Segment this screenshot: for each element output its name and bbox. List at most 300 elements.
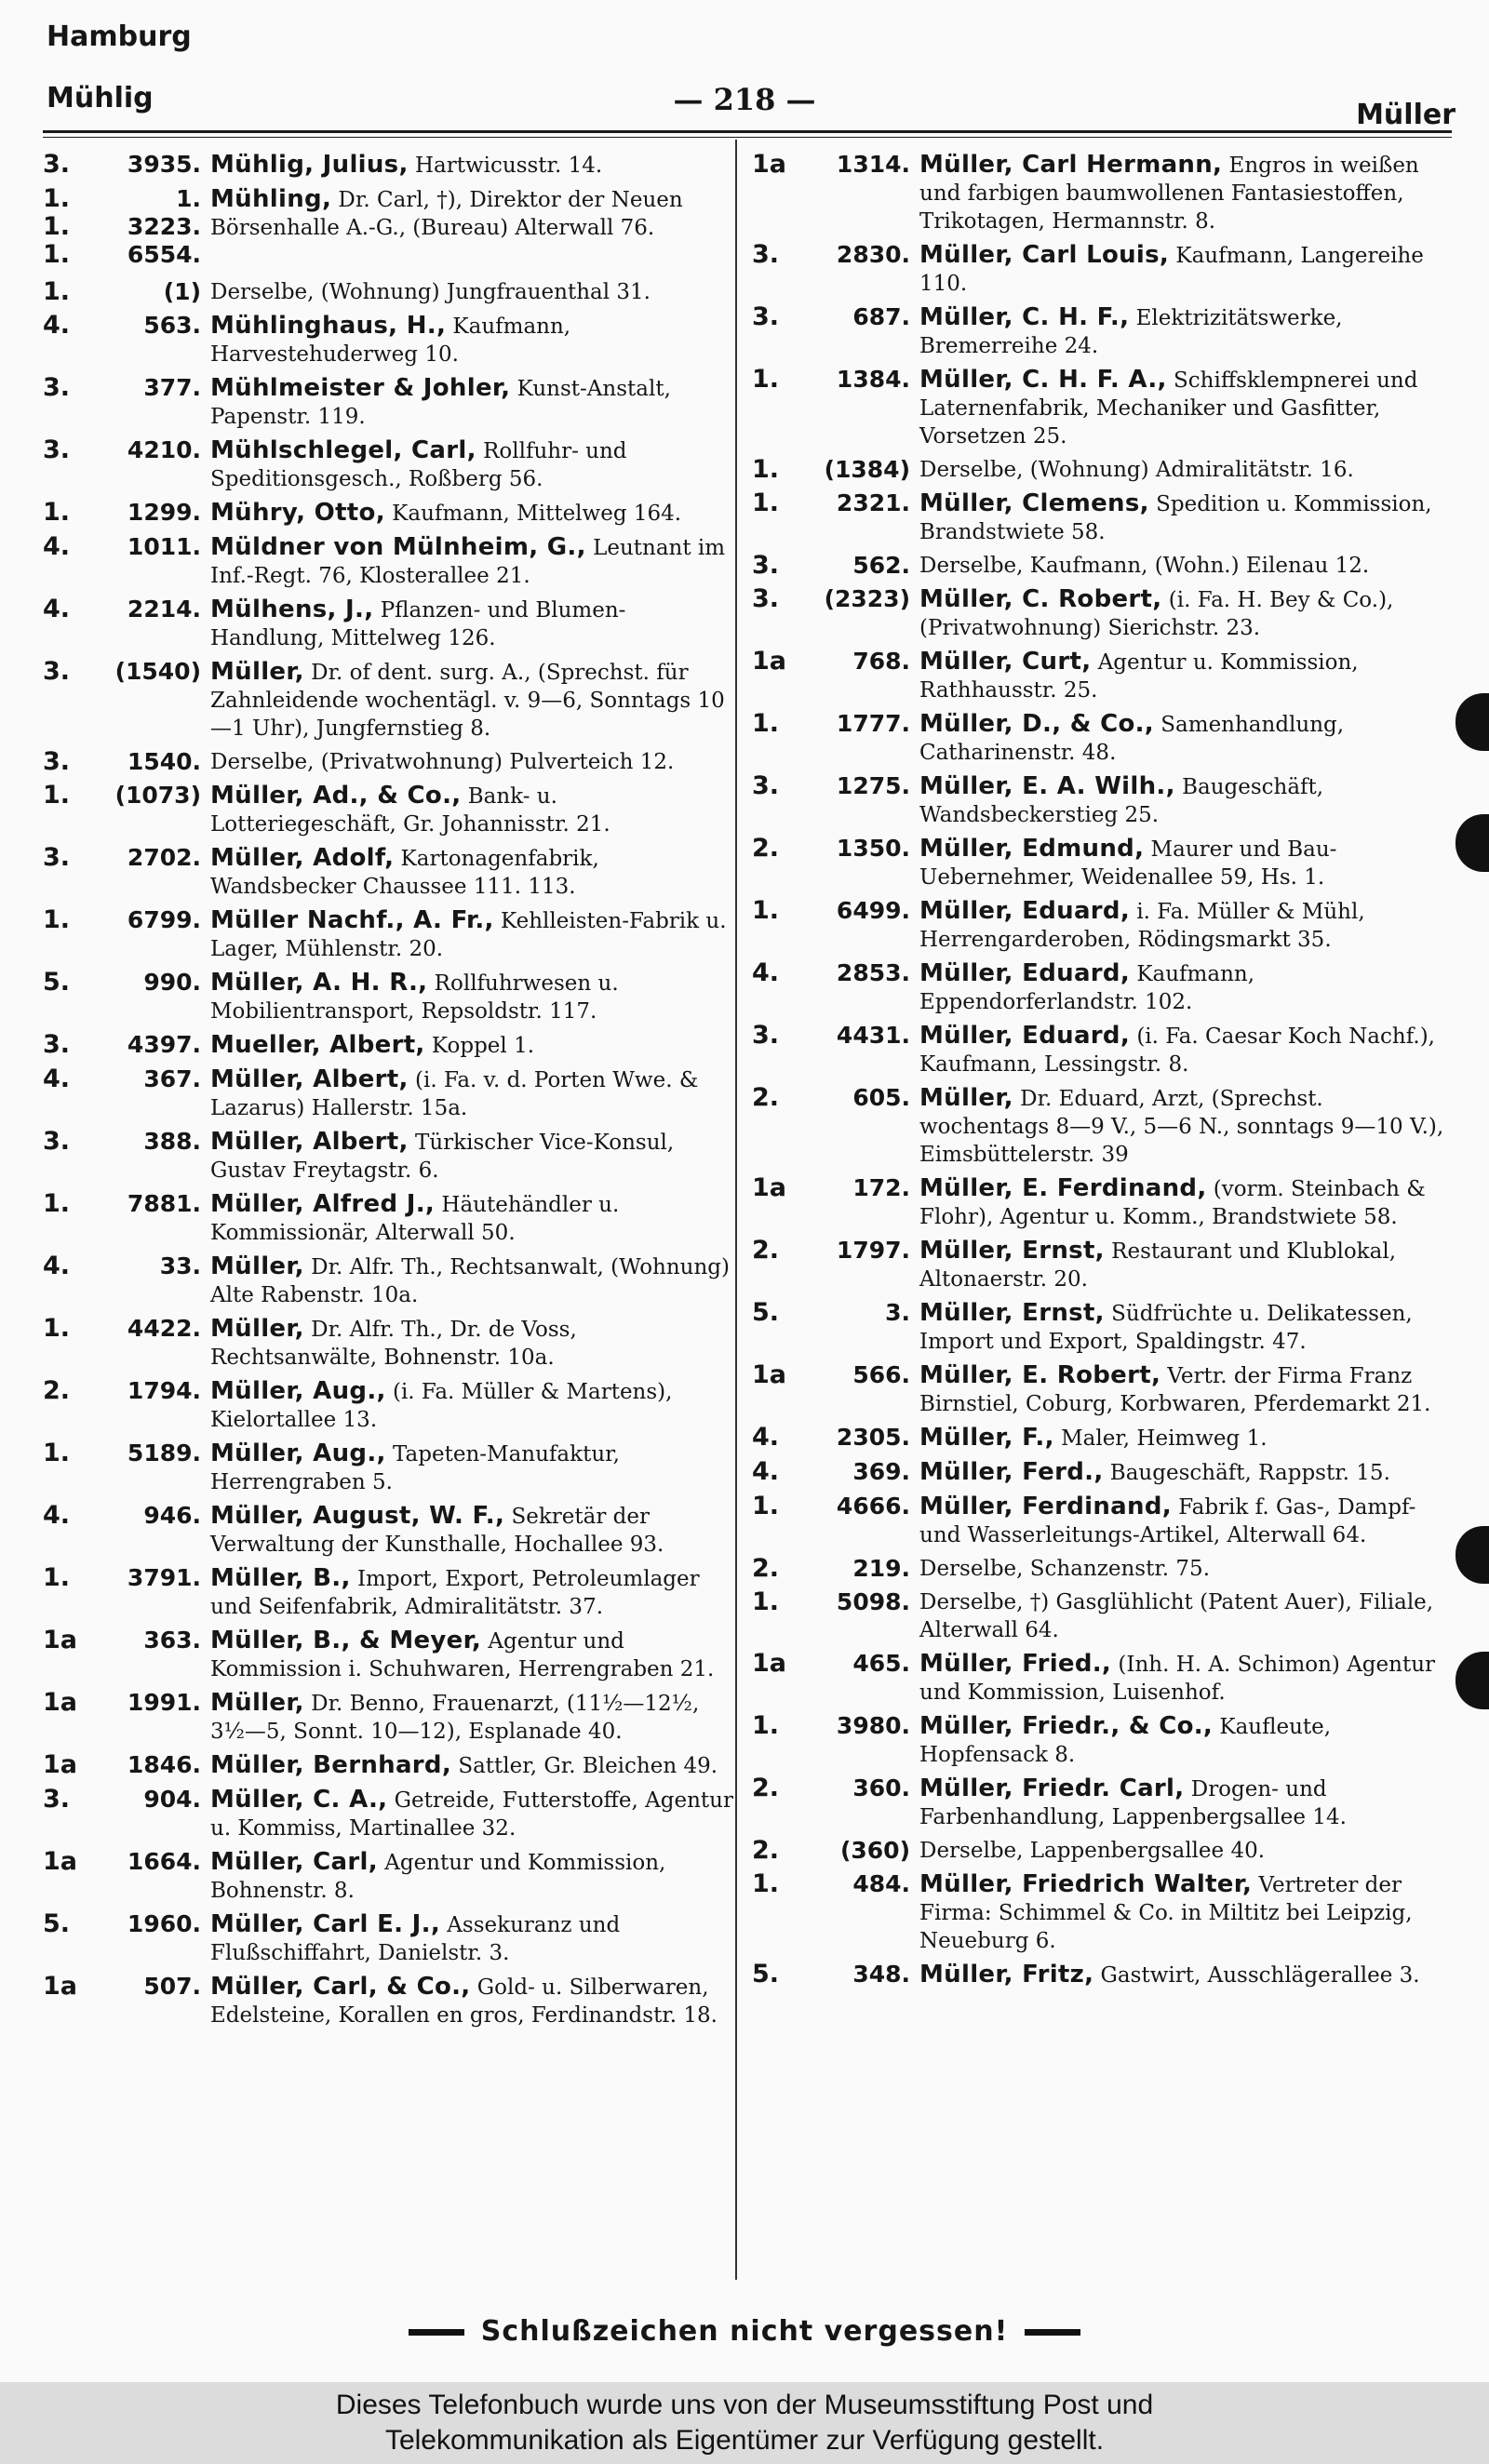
phone-number: 369. bbox=[852, 1458, 910, 1485]
directory-entry bbox=[752, 1424, 1454, 1453]
directory-entry bbox=[752, 552, 1454, 580]
directory-entry bbox=[43, 1315, 733, 1372]
entry-name: Müller, Friedr. Carl, bbox=[919, 1774, 1185, 1802]
entry-details: Dr. of dent. surg. A., (Sprechst. für Zahnleidende wochentägl. v. 9—6, Sonntags 10—1 Uhr), Jungfernstieg 8. bbox=[210, 661, 725, 741]
directory-entry bbox=[43, 1848, 733, 1905]
directory-entry bbox=[752, 1774, 1454, 1831]
exchange-code: 3. bbox=[752, 240, 780, 269]
entry-details: Drogen- und Farbenhandlung, Lappenbergsallee 14. bbox=[919, 1777, 1347, 1829]
exchange-code: 2. bbox=[752, 1836, 780, 1865]
entry-details: Schiffsklempnerei und Laternenfabrik, Mechaniker und Gasfitter, Vorsetzen 25. bbox=[919, 368, 1418, 449]
entry-text bbox=[919, 959, 1454, 1016]
phone-number: 1664. bbox=[127, 1848, 201, 1875]
phone-number: 4431. bbox=[836, 1022, 910, 1049]
entry-text bbox=[210, 151, 733, 180]
entry-text bbox=[210, 969, 733, 1025]
entry-details: Agentur u. Kommission, Rathhausstr. 25. bbox=[919, 650, 1359, 703]
column-divider bbox=[735, 140, 737, 2280]
left-column bbox=[43, 151, 733, 2035]
phone-number: 1350. bbox=[836, 835, 910, 862]
phone-number: (1384) bbox=[824, 456, 910, 483]
directory-entry bbox=[43, 1973, 733, 2029]
exchange-code: 1a bbox=[43, 1972, 78, 2001]
directory-entry bbox=[43, 1502, 733, 1559]
phone-number: 946. bbox=[143, 1502, 201, 1529]
entry-text bbox=[210, 1377, 733, 1434]
phone-number: 4666. bbox=[836, 1493, 910, 1520]
entry-text bbox=[919, 1870, 1454, 1955]
phone-number: 1960. bbox=[127, 1910, 201, 1937]
page-number: — 218 — bbox=[673, 82, 816, 117]
phone-number: 1384. bbox=[836, 366, 910, 393]
directory-entry bbox=[752, 1555, 1454, 1583]
phone-number: (2323) bbox=[824, 585, 910, 612]
exchange-code: 3. bbox=[43, 373, 71, 402]
exchange-code: 5. bbox=[43, 1909, 71, 1938]
entry-name: Müller Nachf., A. Fr., bbox=[210, 906, 494, 934]
entry-text bbox=[919, 1299, 1454, 1356]
phone-number: 2321. bbox=[836, 489, 910, 516]
directory-entry bbox=[752, 489, 1454, 546]
phone-number: (360) bbox=[839, 1837, 910, 1864]
entry-name: Müller, Carl Louis, bbox=[919, 241, 1170, 269]
ink-blot bbox=[1455, 1526, 1489, 1584]
phone-number: 3980. bbox=[836, 1712, 910, 1739]
exchange-code: 3. bbox=[43, 1785, 71, 1814]
phone-number: 1797. bbox=[836, 1237, 910, 1264]
directory-entry bbox=[752, 1237, 1454, 1293]
entry-details: Kehlleisten-Fabrik u. Lager, Mühlenstr. 20. bbox=[210, 909, 727, 961]
phone-number: 7881. bbox=[127, 1190, 201, 1217]
phone-number: 768. bbox=[852, 648, 910, 675]
entry-details: Restaurant und Klublokal, Altonaerstr. 20. bbox=[919, 1239, 1396, 1292]
entry-details: Gold- u. Silberwaren, Edelsteine, Korallen en gros, Ferdinandstr. 18. bbox=[210, 1975, 718, 2028]
entry-text bbox=[210, 1848, 733, 1905]
footer-bar-left bbox=[409, 2329, 464, 2336]
directory-entry bbox=[752, 772, 1454, 829]
entry-details: Agentur und Kommission, Bohnenstr. 8. bbox=[210, 1851, 666, 1903]
entry-details: Kaufmann, Harvestehuderweg 10. bbox=[210, 315, 571, 367]
directory-entry bbox=[43, 782, 733, 838]
directory-entry bbox=[752, 1961, 1454, 1989]
exchange-code: 1. bbox=[43, 1314, 71, 1343]
phone-number: 1540. bbox=[127, 748, 201, 775]
exchange-code: 3. bbox=[752, 771, 780, 800]
entry-name: Müller, bbox=[210, 1315, 304, 1343]
directory-entry bbox=[43, 596, 733, 652]
exchange-code: 1. bbox=[43, 1563, 71, 1592]
exchange-code: 4. bbox=[43, 311, 71, 340]
exchange-code: 4. bbox=[752, 1457, 780, 1486]
phone-number: 484. bbox=[852, 1870, 910, 1897]
credit-banner bbox=[0, 2382, 1489, 2464]
entry-name: Müller, bbox=[210, 1252, 304, 1280]
phone-number: 687. bbox=[852, 303, 910, 330]
entry-text bbox=[919, 552, 1454, 580]
entry-details: Kaufmann, Eppendorferlandstr. 102. bbox=[919, 962, 1255, 1014]
exchange-code: 1. bbox=[43, 277, 71, 306]
entry-name: Müller, Bernhard, bbox=[210, 1751, 452, 1779]
entry-name: Müller, bbox=[919, 1084, 1013, 1112]
directory-entry bbox=[752, 1022, 1454, 1078]
entry-name: Müller, Carl Hermann, bbox=[919, 151, 1223, 179]
entry-name: Müller, E. Robert, bbox=[919, 1361, 1161, 1389]
entry-text bbox=[919, 1837, 1454, 1865]
entry-name: Müller, C. H. F. A., bbox=[919, 366, 1167, 394]
exchange-code: 3. bbox=[43, 1127, 71, 1156]
entry-text bbox=[210, 1627, 733, 1683]
entry-name: Müller, Friedr., & Co., bbox=[919, 1712, 1214, 1740]
entry-details: Agentur und Kommission i. Schuhwaren, Herrengraben 21. bbox=[210, 1629, 715, 1681]
exchange-code: 1. bbox=[752, 489, 780, 517]
exchange-code: 4. bbox=[43, 1252, 71, 1280]
directory-entry bbox=[43, 436, 733, 493]
directory-entry bbox=[43, 533, 733, 590]
directory-entry bbox=[43, 278, 733, 306]
entry-text bbox=[210, 596, 733, 652]
entry-text bbox=[919, 897, 1454, 954]
entry-details: Dr. Eduard, Arzt, (Sprechst. wochentags 8—9 V., 5—6 N., sonntags 9—10 V.), Eimsbüttelerstr. 39 bbox=[919, 1087, 1444, 1167]
phone-number: 605. bbox=[852, 1084, 910, 1111]
entry-text bbox=[210, 374, 733, 431]
entry-details: Kaufmann, Mittelweg 164. bbox=[384, 502, 682, 526]
entry-text bbox=[210, 844, 733, 901]
entry-text bbox=[210, 1031, 733, 1060]
entry-details: Gastwirt, Ausschlägerallee 3. bbox=[1093, 1963, 1420, 1988]
entry-text bbox=[919, 1712, 1454, 1769]
phone-number: 2702. bbox=[127, 844, 201, 871]
directory-entry bbox=[43, 1689, 733, 1746]
directory-entry bbox=[43, 1128, 733, 1185]
entry-text bbox=[919, 1458, 1454, 1487]
exchange-code: 3. bbox=[752, 302, 780, 331]
entry-name: Müller, Eduard, bbox=[919, 897, 1131, 925]
exchange-code: 5. bbox=[43, 968, 71, 997]
exchange-code: 1a bbox=[43, 1688, 78, 1717]
phone-number: 377. bbox=[143, 374, 201, 401]
directory-entry bbox=[752, 456, 1454, 484]
entry-text bbox=[210, 1252, 733, 1309]
entry-text bbox=[919, 489, 1454, 546]
phone-number: 1299. bbox=[127, 499, 201, 526]
directory-entry bbox=[43, 499, 733, 528]
entry-text bbox=[210, 1689, 733, 1746]
exchange-code: 1. bbox=[752, 1711, 780, 1740]
phone-number: 348. bbox=[852, 1961, 910, 1988]
phone-number: 5098. bbox=[836, 1588, 910, 1615]
entry-name: Müller, Carl E. J., bbox=[210, 1910, 440, 1938]
entry-details: Sattler, Gr. Bleichen 49. bbox=[451, 1754, 718, 1778]
entry-details: Samenhandlung, Catharinenstr. 48. bbox=[919, 713, 1345, 765]
entry-text bbox=[210, 1065, 733, 1122]
phone-number: (1073) bbox=[114, 782, 201, 809]
phone-number: 3. bbox=[885, 1299, 910, 1326]
directory-entry bbox=[43, 1190, 733, 1247]
directory-entry bbox=[43, 312, 733, 368]
entry-text bbox=[919, 710, 1454, 767]
directory-entry bbox=[43, 1910, 733, 1967]
phone-number: 1275. bbox=[836, 772, 910, 799]
phone-number: 33. bbox=[159, 1252, 201, 1279]
entry-name: Müller, Ferd., bbox=[919, 1458, 1104, 1486]
entry-text bbox=[919, 1588, 1454, 1644]
entry-details: (i. Fa. H. Bey & Co.), (Privatwohnung) Sierichstr. 23. bbox=[919, 588, 1394, 640]
entry-details: (vorm. Steinbach & Flohr), Agentur u. Komm., Brandstwiete 58. bbox=[919, 1177, 1426, 1229]
entry-details: Sekretär der Verwaltung der Kunsthalle, Hochallee 93. bbox=[210, 1505, 664, 1557]
phone-number: 1011. bbox=[127, 533, 201, 560]
directory-entry bbox=[752, 1650, 1454, 1707]
entry-name: Mühlig, Julius, bbox=[210, 151, 409, 179]
directory-entry bbox=[752, 897, 1454, 954]
entry-name: Müller, Fritz, bbox=[919, 1961, 1094, 1989]
phone-number: 4210. bbox=[127, 436, 201, 463]
entry-details: Kaufleute, Hopfensack 8. bbox=[919, 1715, 1332, 1767]
phone-number: 172. bbox=[852, 1174, 910, 1201]
directory-entry bbox=[752, 241, 1454, 298]
entry-name: Müller, Albert, bbox=[210, 1128, 409, 1156]
directory-entry bbox=[43, 844, 733, 901]
directory-entry bbox=[43, 1440, 733, 1496]
entry-text bbox=[210, 278, 733, 306]
entry-text bbox=[919, 1555, 1454, 1583]
entry-name: Müller, Ferdinand, bbox=[919, 1493, 1172, 1520]
exchange-code: 1a bbox=[43, 1750, 78, 1779]
entry-text bbox=[919, 1650, 1454, 1707]
entry-name: Müller, E. A. Wilh., bbox=[919, 772, 1175, 800]
entry-name: Müller, Ernst, bbox=[919, 1299, 1105, 1327]
entry-name: Müller, Friedrich Walter, bbox=[919, 1870, 1253, 1898]
entry-details: Derselbe, (Privatwohnung) Pulverteich 12. bbox=[210, 750, 675, 774]
entry-name: Mühry, Otto, bbox=[210, 499, 385, 527]
entry-name: Müller, B., bbox=[210, 1564, 351, 1592]
directory-entry bbox=[43, 1377, 733, 1434]
entry-name: Müller, Eduard, bbox=[919, 959, 1131, 987]
entry-text bbox=[919, 241, 1454, 298]
entry-name: Mühlinghaus, H., bbox=[210, 312, 447, 340]
phone-number: 990. bbox=[143, 969, 201, 996]
entry-text bbox=[919, 366, 1454, 450]
entry-details: (i. Fa. v. d. Porten Wwe. & Lazarus) Hallerstr. 15a. bbox=[210, 1068, 699, 1120]
directory-entry bbox=[43, 1252, 733, 1309]
exchange-code: 3. bbox=[752, 584, 780, 613]
entry-name: Mühling, bbox=[210, 185, 332, 213]
exchange-code: 5. bbox=[752, 1960, 780, 1989]
entry-name: Müller, C. H. F., bbox=[919, 303, 1130, 331]
header-first-entry: Mühlig bbox=[47, 82, 154, 114]
exchange-code: 3. bbox=[43, 657, 71, 686]
entry-name: Müller, Clemens, bbox=[919, 489, 1149, 517]
entry-details: Tapeten-Manufaktur, Herrengraben 5. bbox=[210, 1442, 620, 1494]
exchange-code: 1a bbox=[752, 1360, 787, 1389]
entry-details: Rollfuhr- und Speditionsgesch., Roßberg 56. bbox=[210, 439, 627, 491]
directory-entry bbox=[43, 1751, 733, 1780]
exchange-code: 1. bbox=[43, 781, 71, 810]
entry-details: Kaufmann, Langereihe 110. bbox=[919, 244, 1424, 296]
phone-number: 219. bbox=[852, 1555, 910, 1582]
entry-text bbox=[210, 1502, 733, 1559]
directory-entry bbox=[43, 906, 733, 963]
ink-blot bbox=[1455, 1652, 1489, 1709]
entry-text bbox=[210, 748, 733, 776]
entry-name: Müldner von Mülnheim, G., bbox=[210, 533, 586, 561]
directory-entry bbox=[43, 658, 733, 743]
exchange-code: 3. bbox=[43, 747, 71, 776]
entry-name: Müller, Eduard, bbox=[919, 1022, 1131, 1050]
right-column bbox=[752, 151, 1454, 1995]
entry-name: Müller, C. Robert, bbox=[919, 585, 1162, 613]
entry-name: Müller, Ad., & Co., bbox=[210, 782, 462, 810]
entry-text bbox=[919, 1424, 1454, 1453]
header-rule bbox=[43, 130, 1452, 133]
exchange-code: 3. bbox=[43, 435, 71, 464]
entry-name: Müller, August, W. F., bbox=[210, 1502, 505, 1530]
phone-number: 3791. bbox=[127, 1564, 201, 1591]
exchange-code: 4. bbox=[43, 1501, 71, 1530]
entry-details: Maler, Heimweg 1. bbox=[1053, 1426, 1268, 1451]
exchange-code: 2. bbox=[752, 1774, 780, 1802]
phone-number: (1) bbox=[163, 278, 201, 305]
directory-entry bbox=[752, 1084, 1454, 1169]
entry-details: Türkischer Vice-Konsul, Gustav Freytagstr. 6. bbox=[210, 1131, 675, 1183]
entry-name: Müller, E. Ferdinand, bbox=[919, 1174, 1207, 1202]
exchange-code: 1a bbox=[43, 1626, 78, 1654]
directory-entry bbox=[752, 1299, 1454, 1356]
entry-name: Müller, Fried., bbox=[919, 1650, 1112, 1678]
exchange-code: 4. bbox=[43, 1065, 71, 1093]
entry-text bbox=[210, 1910, 733, 1967]
entry-details: Vertreter der Firma: Schimmel & Co. in Miltitz bei Leipzig, Neueburg 6. bbox=[919, 1873, 1413, 1953]
entry-name: Müller, Adolf, bbox=[210, 844, 395, 872]
ink-blot bbox=[1455, 814, 1489, 872]
entry-text bbox=[919, 456, 1454, 484]
entry-text bbox=[210, 1973, 733, 2029]
entry-name: Müller, F., bbox=[919, 1424, 1054, 1452]
phone-number: 1991. bbox=[127, 1689, 201, 1716]
directory-entry bbox=[752, 585, 1454, 642]
entry-text bbox=[210, 1751, 733, 1780]
phone-number: 367. bbox=[143, 1065, 201, 1092]
exchange-code: 2. bbox=[752, 1236, 780, 1265]
entry-details: Baugeschäft, Rappstr. 15. bbox=[1103, 1461, 1390, 1485]
entry-details: (i. Fa. Caesar Koch Nachf.), Kaufmann, Lessingstr. 8. bbox=[919, 1024, 1435, 1077]
directory-entry bbox=[43, 374, 733, 431]
entry-name: Müller, A. H. R., bbox=[210, 969, 428, 997]
directory-entry bbox=[43, 1564, 733, 1621]
entry-text bbox=[919, 1174, 1454, 1231]
entry-details: Vertr. der Firma Franz Birnstiel, Coburg, Korbwaren, Pferdemarkt 21. bbox=[919, 1364, 1431, 1416]
exchange-code: 2. bbox=[43, 1376, 71, 1405]
directory-entry bbox=[752, 1712, 1454, 1769]
header-city: Hamburg bbox=[47, 20, 192, 53]
entry-text bbox=[210, 436, 733, 493]
exchange-code: 1. bbox=[43, 1439, 71, 1467]
directory-entry bbox=[43, 151, 733, 180]
exchange-code: 1a bbox=[752, 1649, 787, 1678]
entry-details: Leutnant im Inf.-Regt. 76, Klosterallee 21. bbox=[210, 536, 726, 588]
exchange-code: 5. bbox=[752, 1298, 780, 1327]
entry-details: Engros in weißen und farbigen baumwollenen Fantasiestoffen, Trikotagen, Hermannstr. 8. bbox=[919, 154, 1419, 234]
directory-entry bbox=[752, 303, 1454, 360]
entry-text bbox=[210, 533, 733, 590]
exchange-code: 4. bbox=[752, 1423, 780, 1452]
entry-details: Maurer und Bau-Uebernehmer, Weidenallee 59, Hs. 1. bbox=[919, 837, 1337, 890]
phone-number: 2853. bbox=[836, 959, 910, 986]
exchange-code: 1. bbox=[752, 455, 780, 484]
entry-text bbox=[210, 499, 733, 528]
directory-entry bbox=[752, 1361, 1454, 1418]
entry-name: Müller, Albert, bbox=[210, 1065, 409, 1093]
exchange-code: 3. bbox=[43, 150, 71, 179]
entry-details: Südfrüchte u. Delikatessen, Import und Export, Spaldingstr. 47. bbox=[919, 1302, 1413, 1354]
entry-details: Derselbe, Schanzenstr. 75. bbox=[919, 1557, 1211, 1581]
exchange-code: 1. bbox=[43, 905, 71, 934]
phone-number: 562. bbox=[852, 552, 910, 579]
entry-text bbox=[919, 1493, 1454, 1549]
entry-text bbox=[919, 1022, 1454, 1078]
entry-text bbox=[919, 151, 1454, 235]
credit-line-2: Telekommunikation als Eigentümer zur Verfügung gestellt. bbox=[384, 2425, 1105, 2456]
phone-number: 2214. bbox=[127, 596, 201, 623]
directory-entry bbox=[752, 1458, 1454, 1487]
entry-details: Derselbe, Kaufmann, (Wohn.) Eilenau 12. bbox=[919, 554, 1370, 578]
phone-number: 1794. bbox=[127, 1377, 201, 1404]
ink-blot bbox=[1455, 693, 1489, 751]
entry-name: Müller, Carl, bbox=[210, 1848, 378, 1876]
phone-number: 1846. bbox=[127, 1751, 201, 1778]
entry-text bbox=[210, 185, 733, 242]
exchange-code: 2. bbox=[752, 1554, 780, 1583]
directory-entry bbox=[43, 1031, 733, 1060]
phone-number: 563. bbox=[143, 312, 201, 339]
phone-number: 3935. bbox=[127, 151, 201, 178]
entry-details: Rollfuhrwesen u. Mobilientransport, Repsoldstr. 117. bbox=[210, 971, 619, 1024]
credit-line-1: Dieses Telefonbuch wurde uns von der Museumsstiftung Post und bbox=[335, 2390, 1154, 2420]
directory-entry bbox=[752, 1870, 1454, 1955]
exchange-code: 1a bbox=[752, 1173, 787, 1202]
entry-details: Fabrik f. Gas-, Dampf- und Wasserleitungs-Artikel, Alterwall 64. bbox=[919, 1495, 1416, 1547]
exchange-code: 2. bbox=[752, 1083, 780, 1112]
entry-text bbox=[210, 1786, 733, 1842]
directory-entry bbox=[752, 151, 1454, 235]
directory-entry bbox=[752, 959, 1454, 1016]
entry-details: Derselbe, (Wohnung) Jungfrauenthal 31. bbox=[210, 280, 651, 304]
entry-details: Dr. Alfr. Th., Dr. de Voss, Rechtsanwälte, Bohnenstr. 10a. bbox=[210, 1318, 577, 1370]
entry-details: (Inh. H. A. Schimon) Agentur und Kommission, Luisenhof. bbox=[919, 1653, 1436, 1705]
phone-number: 363. bbox=[143, 1627, 201, 1654]
entry-text bbox=[210, 1190, 733, 1247]
entry-details: Elektrizitätswerke, Bremerreihe 24. bbox=[919, 306, 1343, 358]
entry-details: Derselbe, (Wohnung) Admiralitätstr. 16. bbox=[919, 458, 1354, 482]
entry-text bbox=[210, 1564, 733, 1621]
exchange-code: 3. bbox=[752, 551, 780, 580]
exchange-code: 1. 1. 1. bbox=[43, 184, 71, 269]
footer-bar-right bbox=[1025, 2329, 1080, 2336]
exchange-code: 1. bbox=[752, 709, 780, 738]
exchange-code: 1. bbox=[752, 896, 780, 925]
phone-number: 1. 3223. 6554. bbox=[127, 185, 201, 268]
phone-number: 360. bbox=[852, 1774, 910, 1801]
entry-details: Baugeschäft, Wandsbeckerstieg 25. bbox=[919, 775, 1324, 827]
entry-details: Dr. Alfr. Th., Rechtsanwalt, (Wohnung) Alte Rabenstr. 10a. bbox=[210, 1255, 730, 1307]
directory-entry bbox=[752, 1588, 1454, 1644]
entry-name: Müller, Aug., bbox=[210, 1440, 386, 1467]
phone-number: 6799. bbox=[127, 906, 201, 933]
directory-entry bbox=[43, 1627, 733, 1683]
phone-number: 388. bbox=[143, 1128, 201, 1155]
phone-number: 4397. bbox=[127, 1031, 201, 1058]
entry-details: Häutehändler u. Kommissionär, Alterwall 50. bbox=[210, 1193, 620, 1245]
entry-name: Müller, Ernst, bbox=[919, 1237, 1105, 1265]
